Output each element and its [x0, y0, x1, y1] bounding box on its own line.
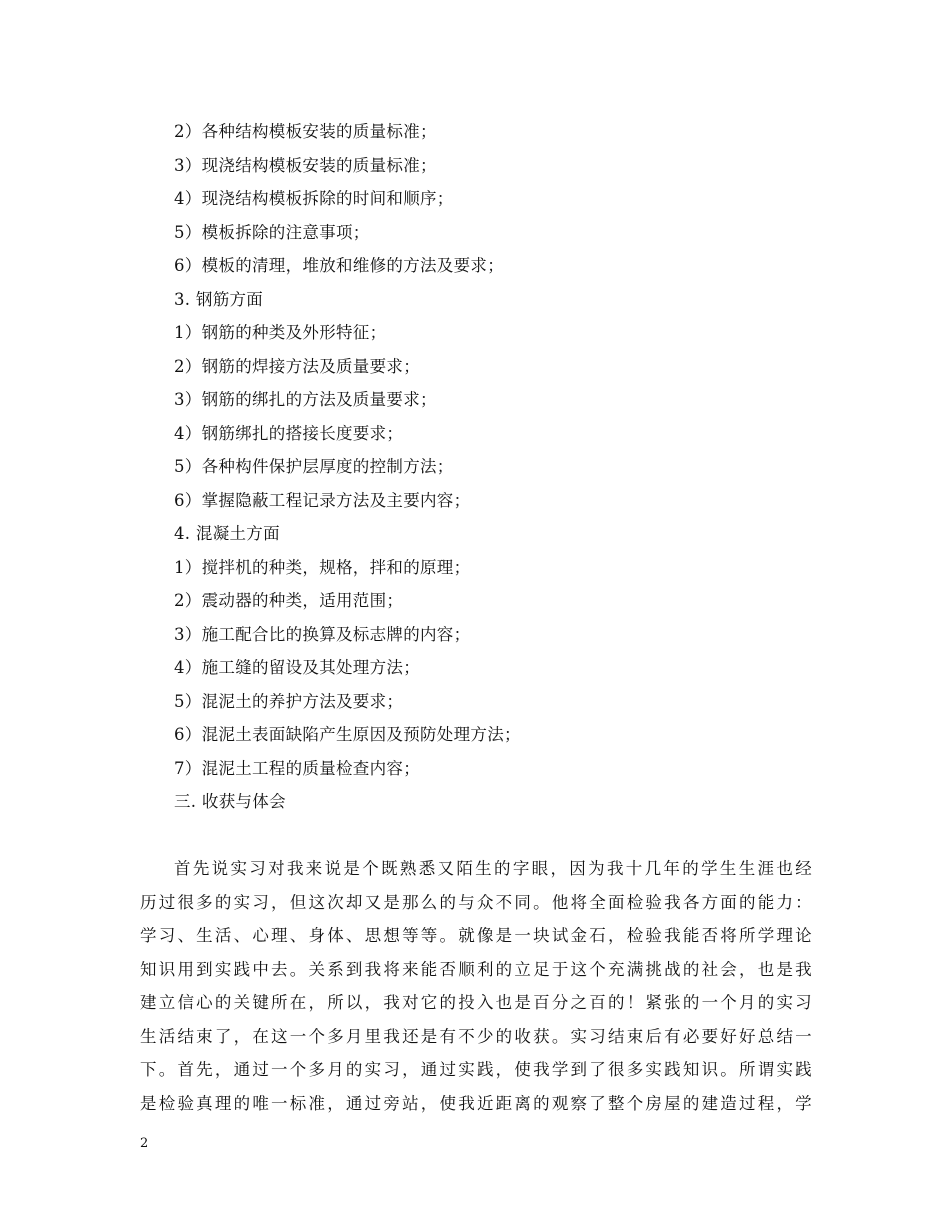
- paragraph-line: 是检验真理的唯一标准，通过旁站，使我近距离的观察了整个房屋的建造过程，学: [140, 1093, 812, 1113]
- list-item: 2）震动器的种类，适用范围；: [174, 591, 404, 610]
- list-item: 3）现浇结构模板安装的质量标准；: [174, 155, 437, 175]
- paragraph-line: 历过很多的实习，但这次却又是那么的与众不同。他将全面检验我各方面的能力：: [140, 892, 812, 912]
- body-paragraph: [140, 852, 812, 1120]
- list-item: 6）模板的清理，堆放和维修的方法及要求；: [174, 256, 504, 275]
- list-item: 3）钢筋的绑扎的方法及质量要求；: [174, 390, 437, 409]
- list-item: 5）各种构件保护层厚度的控制方法；: [174, 457, 454, 476]
- list-item: 1）搅拌机的种类，规格，拌和的原理；: [174, 557, 471, 577]
- content-list: [174, 115, 814, 819]
- section-heading: 4. 混凝土方面: [174, 524, 280, 543]
- list-item: 6）混泥土表面缺陷产生原因及预防处理方法；: [174, 725, 521, 744]
- list-item: 4）钢筋绑扎的搭接长度要求；: [174, 423, 404, 443]
- list-item: 2）钢筋的焊接方法及质量要求；: [174, 356, 420, 376]
- paragraph-line: 生活结束了，在这一个多月里我还是有不少的收获。实习结束后有必要好好总结一: [140, 1026, 812, 1046]
- list-item: 4）现浇结构模板拆除的时间和顺序；: [174, 189, 454, 208]
- paragraph-line: 建立信心的关键所在，所以，我对它的投入也是百分之百的！紧张的一个月的实习: [140, 993, 812, 1012]
- section-heading: 三. 收获与体会: [174, 792, 286, 811]
- list-item: 4）施工缝的留设及其处理方法；: [174, 658, 420, 677]
- list-item: 1）钢筋的种类及外形特征；: [174, 323, 387, 342]
- section-heading: 3. 钢筋方面: [174, 289, 264, 309]
- paragraph-line: 下。首先，通过一个多月的实习，通过实践，使我学到了很多实践知识。所谓实践: [140, 1060, 812, 1079]
- list-item: 5）混泥土的养护方法及要求；: [174, 691, 404, 711]
- paragraph-line: 知识用到实践中去。关系到我将来能否顺利的立足于这个充满挑战的社会，也是我: [140, 959, 812, 979]
- page-number: 2: [140, 1136, 149, 1151]
- paragraph-line: 学习、生活、心理、身体、思想等等。就像是一块试金石，检验我能否将所学理论: [140, 926, 812, 945]
- list-item: 7）混泥土工程的质量检查内容；: [174, 758, 420, 778]
- list-item: 3）施工配合比的换算及标志牌的内容；: [174, 624, 471, 644]
- paragraph-line: 首先说实习对我来说是个既熟悉又陌生的字眼，因为我十几年的学生生涯也经: [174, 859, 812, 878]
- list-item: 5）模板拆除的注意事项；: [174, 222, 370, 242]
- list-item: 6）掌握隐蔽工程记录方法及主要内容；: [174, 490, 471, 510]
- list-item: 2）各种结构模板安装的质量标准；: [174, 122, 437, 141]
